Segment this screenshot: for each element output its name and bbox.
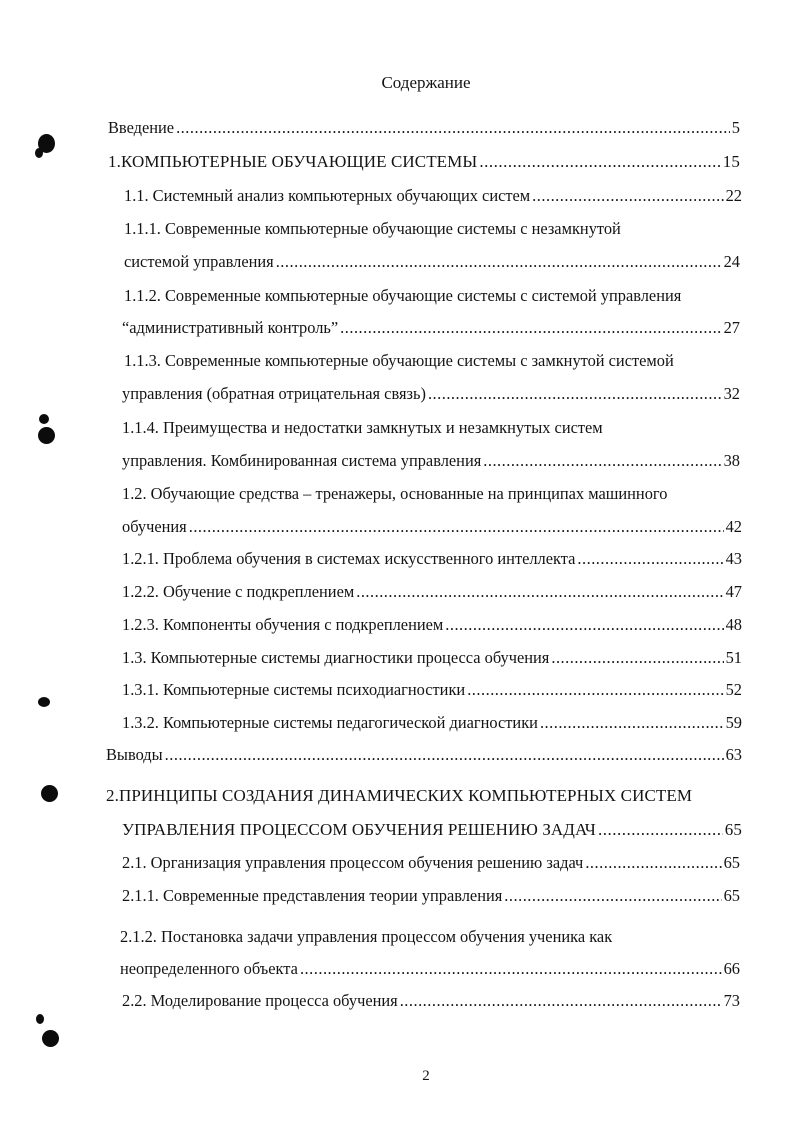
toc-entry-text: “административный контроль”: [122, 318, 339, 337]
toc-page-number: 65: [723, 886, 740, 905]
toc-entry-2-1-2-line1: 2.1.2. Постановка задачи управления процессом обучения ученика как: [120, 927, 613, 946]
toc-entry-1-2-3: [122, 615, 742, 635]
toc-leader: [540, 713, 724, 733]
toc-leader: [532, 186, 723, 206]
toc-entry-1-1-1: [124, 252, 740, 272]
toc-entry-text: 1.2.3. Компоненты обучения с подкреплением: [122, 615, 444, 634]
toc-entry-text: 1.КОМПЬЮТЕРНЫЕ ОБУЧАЮЩИЕ СИСТЕМЫ: [108, 152, 478, 171]
toc-leader: [598, 820, 723, 840]
toc-entry-1-1-4-line1: 1.1.4. Преимущества и недостатки замкнутых и незамкнутых систем: [122, 418, 603, 437]
punch-hole-mark: [35, 148, 43, 158]
toc-entry-chapter-1: [108, 152, 740, 172]
toc-leader: [400, 991, 722, 1011]
toc-entry-text: 2.1.1. Современные представления теории управления: [122, 886, 503, 905]
toc-leader: [176, 118, 730, 138]
toc-leader: [276, 252, 722, 272]
toc-leader: [467, 680, 723, 700]
toc-leader: [585, 853, 721, 873]
toc-entry-1-1-4: [122, 451, 740, 471]
toc-entry-text: 2.1. Организация управления процессом обучения решению задач: [122, 853, 584, 872]
toc-entry-1-2-2: [122, 582, 742, 602]
toc-leader: [483, 451, 721, 471]
toc-entry-text: 1.3.1. Компьютерные системы психодиагностики: [122, 680, 466, 699]
toc-entry-text: обучения: [122, 517, 187, 536]
toc-page-number: 24: [723, 252, 740, 271]
toc-leader: [300, 959, 722, 979]
toc-entry-text: управления (обратная отрицательная связь): [122, 384, 426, 403]
toc-page-number: 38: [723, 451, 740, 470]
toc-entry-text: 1.3. Компьютерные системы диагностики процесса обучения: [122, 648, 550, 667]
toc-entry-text: управления. Комбинированная система управления: [122, 451, 482, 470]
toc-page-number: 27: [723, 318, 740, 337]
punch-hole-mark: [38, 427, 55, 444]
toc-leader: [577, 549, 723, 569]
toc-page-number: 52: [725, 680, 742, 699]
toc-entry-text: Выводы: [106, 745, 163, 764]
toc-entry-text: 1.2.1. Проблема обучения в системах искусственного интеллекта: [122, 549, 576, 568]
toc-entry-chapter-2: [122, 820, 742, 840]
toc-page-number: 59: [725, 713, 742, 732]
toc-page-number: 63: [725, 745, 742, 764]
toc-entry-text: 1.2.2. Обучение с подкреплением: [122, 582, 355, 601]
page-title: Содержание: [381, 73, 471, 92]
toc-leader: [340, 318, 721, 338]
toc-page-number: 5: [731, 118, 740, 137]
toc-page-number: 51: [725, 648, 742, 667]
toc-page-number: 65: [724, 820, 742, 839]
toc-leader: [445, 615, 723, 635]
toc-entry-2-1: [122, 853, 740, 873]
toc-entry-1-3: [122, 648, 742, 668]
toc-entry-2-1-2: [120, 959, 740, 979]
toc-entry-1-1-3-line1: 1.1.3. Современные компьютерные обучающие системы с замкнутой системой: [124, 351, 674, 370]
toc-leader: [428, 384, 722, 404]
toc-entry-1-3-2: [122, 713, 742, 733]
toc-leader: [504, 886, 721, 906]
toc-entry-text: 2.2. Моделирование процесса обучения: [122, 991, 398, 1010]
toc-entry-text: системой управления: [124, 252, 274, 271]
punch-hole-mark: [42, 1030, 59, 1047]
punch-hole-mark: [41, 785, 58, 802]
toc-entry-chapter-2-line1: 2.ПРИНЦИПЫ СОЗДАНИЯ ДИНАМИЧЕСКИХ КОМПЬЮТЕРНЫХ СИСТЕМ: [106, 786, 693, 805]
toc-entry-conclusions: [106, 745, 742, 765]
toc-page-number: 65: [723, 853, 740, 872]
toc-entry-1-2-1: [122, 549, 742, 569]
toc-entry-2-1-1: [122, 886, 740, 906]
toc-leader: [551, 648, 723, 668]
toc-page-number: 66: [723, 959, 740, 978]
toc-leader: [479, 152, 720, 172]
toc-entry-1-1-2-line1: 1.1.2. Современные компьютерные обучающие системы с системой управления: [124, 286, 682, 305]
toc-leader: [356, 582, 723, 602]
toc-entry-1-3-1: [122, 680, 742, 700]
toc-page-number: 73: [723, 991, 740, 1010]
toc-entry-text: УПРАВЛЕНИЯ ПРОЦЕССОМ ОБУЧЕНИЯ РЕШЕНИЮ ЗАДАЧ: [122, 820, 596, 839]
toc-page-number: 42: [725, 517, 742, 536]
toc-entry-text: 1.1. Системный анализ компьютерных обучающих систем: [124, 186, 531, 205]
toc-entry-intro: [108, 118, 740, 138]
toc-page-number: 48: [725, 615, 742, 634]
toc-leader: [165, 745, 724, 765]
toc-entry-1-2: [122, 517, 742, 537]
toc-entry-1-1-1-line1: 1.1.1. Современные компьютерные обучающие системы с незамкнутой: [124, 219, 621, 238]
toc-entry-text: 1.3.2. Компьютерные системы педагогической диагностики: [122, 713, 538, 732]
toc-entry-2-2: [122, 991, 740, 1011]
toc-entry-1-2-line1: 1.2. Обучающие средства – тренажеры, основанные на принципах машинного: [122, 484, 668, 503]
punch-hole-mark: [36, 1014, 44, 1024]
punch-hole-mark: [38, 697, 50, 707]
page-number: 2: [422, 1068, 430, 1084]
toc-page-number: 22: [725, 186, 742, 205]
toc-page-number: 15: [722, 152, 740, 171]
toc-entry-1-1: [124, 186, 742, 206]
toc-entry-1-1-3: [122, 384, 740, 404]
toc-page-number: 32: [723, 384, 740, 403]
toc-page-number: 43: [725, 549, 742, 568]
toc-entry-1-1-2: [122, 318, 740, 338]
toc-page-number: 47: [725, 582, 742, 601]
toc-leader: [189, 517, 724, 537]
punch-hole-mark: [39, 414, 49, 424]
toc-entry-text: неопределенного объекта: [120, 959, 298, 978]
toc-entry-text: Введение: [108, 118, 175, 137]
